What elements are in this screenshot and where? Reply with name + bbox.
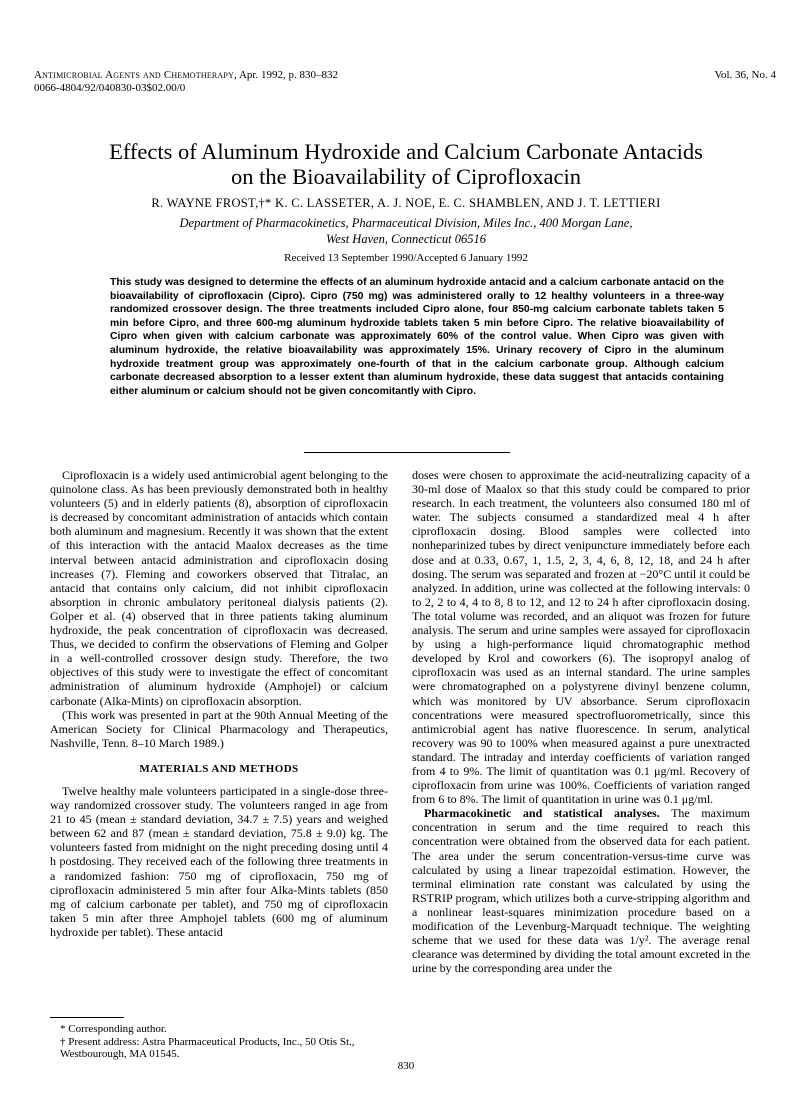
abstract: This study was designed to determine the effects of an aluminum hydroxide antacid and a calcium carbonate antacid on the bioavailability of ciprofloxacin (Cipro). Cipro (750 mg) was administered orally to 12 healthy volunteers in a three-way randomized crossover design. The three treatments included Cipro alone, four 850-mg calcium carbonate tablets taken 5 min before Cipro, and three 600-mg aluminum hydroxide tablets taken 5 min before Cipro. The relative bioavailability of Cipro when given with calcium carbonate was approximately 60% of the control value. When Cipro was given with aluminum hydroxide, the relative bioavailability was approximately 15%. Urinary recovery of Cipro in the aluminum hydroxide treatment group was approximately one-fourth of that in the calcium carbonate group. Although calcium carbonate decreased absorption to a lesser extent than aluminum hydroxide, these data suggest that antacids containing either aluminum or calcium should not be given concomitantly with Cipro. xyxy=(110,277,724,397)
article-code: 0066-4804/92/040830-03$02.00/0 xyxy=(34,82,186,94)
affiliation-line-2: West Haven, Connecticut 06516 xyxy=(326,232,486,246)
pk-analysis-heading: Pharmacokinetic and statistical analyses. xyxy=(424,806,660,821)
affiliation-line-1: Department of Pharmacokinetics, Pharmaceutical Division, Miles Inc., 400 Morgan Lane, xyxy=(179,216,633,230)
right-column xyxy=(412,468,750,975)
author-list: R. WAYNE FROST,†* K. C. LASSETER, A. J. NOE, E. C. SHAMBLEN, AND J. T. LETTIERI xyxy=(151,196,661,210)
article-title xyxy=(0,139,812,189)
left-column xyxy=(50,468,388,939)
presentation-note: (This work was presented in part at the 90th Annual Meeting of the American Society for Clinical Pharmacology and Therapeutics, Nashville, Tenn. 8–10 March 1989.) xyxy=(50,707,388,750)
title-line-1: Effects of Aluminum Hydroxide and Calcium Carbonate Antacids xyxy=(109,139,703,164)
assay-paragraph: doses were chosen to approximate the acid-neutralizing capacity of a 30-ml dose of Maalox so that this study could be compared to prior research. In each treatment, the volunteers also consumed 180 ml of water. The subjects consumed a standardized meal 4 h after ciprofloxacin dosing. Blood samples were collected into nonheparinized tubes by direct venipuncture immediately before each dose and at 0.33, 0.67, 1, 1.5, 2, 3, 4, 6, 8, 12, 18, and 24 h after dosing. The serum was separated and frozen at −20°C until it could be analyzed. In addition, urine was collected at the following intervals: 0 to 2, 2 to 4, 4 to 8, 8 to 12, and 12 to 24 h after ciprofloxacin dosing. The total volume was recorded, and an aliquot was frozen for future analysis. The serum and urine samples were assayed for ciprofloxacin by using a high-performance liquid chromatographic method developed by Krol and coworkers (6). The isopropyl analog of ciprofloxacin was used as an internal standard. The urine samples were chromatographed on a polystyrene divinyl benzene column, which was monitored by UV absorbance. Serum ciprofloxacin concentrations were measured spectrofluorometrically, since this antimicrobial agent has native fluorescence. In serum, analytical recovery was 90 to 100% when measured against a pure unextracted standard. The intraday and interday coefficients of variation ranged from 4 to 9%. The limit of quantitation was 0.1 μg/ml. Recovery of ciprofloxacin from urine was 100%. Coefficients of variation ranged from 6 to 8%. The limit of quantitation in urine was 0.1 μg/ml. xyxy=(412,468,750,807)
running-header-left xyxy=(34,69,338,95)
page-number: 830 xyxy=(397,1060,415,1072)
issue-info: , Apr. 1992, p. 830–832 xyxy=(234,69,338,81)
volume-info: Vol. 36, No. 4 xyxy=(714,69,776,81)
section-heading-methods: MATERIALS AND METHODS xyxy=(139,762,299,775)
title-line-2: on the Bioavailability of Ciprofloxacin xyxy=(231,164,581,189)
methods-paragraph: Twelve healthy male volunteers participated in a single-dose three-way randomized crossover study. The volunteers ranged in age from 21 to 45 (mean ± standard deviation, 34.7 ± 7.5) years and weighed between 62 and 87 (mean ± standard deviation, 75.8 ± 9.0) kg. The volunteers fasted from midnight on the night preceding dosing until 4 h postdosing. They received each of the following three treatments in a randomized fashion: 750 mg of ciprofloxacin, 750 mg of ciprofloxacin administered 5 min after four Alka-Mints tablets (850 mg of calcium carbonate per tablet), and 750 mg of ciprofloxacin taken 5 min after three Amphojel tablets (600 mg of aluminum hydroxide per tablet). These antacid xyxy=(50,783,388,939)
affiliation xyxy=(0,215,812,247)
footnotes xyxy=(50,1023,388,1061)
footnote-corresponding: * Corresponding author. xyxy=(60,1023,167,1035)
footnote-divider xyxy=(50,1017,124,1018)
intro-paragraph: Ciprofloxacin is a widely used antimicrobial agent belonging to the quinolone class. As has been previously demonstrated both in healthy volunteers (5) and in elderly patients (8), absorption of ciprofloxacin is decreased by concomitant administration of antacids which contain both aluminum and magnesium. Recently it was shown that the extent of this interaction with the antacid Maalox decreases as the time interval between antacid administration and ciprofloxacin dosing increases (7). Fleming and coworkers observed that Titralac, an antacid that contains only calcium, did not inhibit ciprofloxacin absorption in chronic ambulatory peritoneal dialysis patients (2). Golper et al. (4) observed that in three patients taking aluminum hydroxide, the peak concentration of ciprofloxacin was decreased. Thus, we decided to confirm the observations of Fleming and Golper in a well-controlled crossover design study. Therefore, the two objectives of this study were to investigate the effect of concomitant administration of aluminum hydroxide (Amphojel) or calcium carbonate (Alka-Mints) on ciprofloxacin absorption. xyxy=(50,468,388,708)
received-dates: Received 13 September 1990/Accepted 6 January 1992 xyxy=(284,252,528,264)
abstract-divider xyxy=(304,452,510,453)
footnote-address: † Present address: Astra Pharmaceutical Products, Inc., 50 Otis St., Westbourough, MA 01545. xyxy=(60,1035,355,1061)
pk-analysis-text: The maximum concentration in serum and the time required to reach this concentration were obtained from the observed data for each patient. The area under the serum concentration-versus-time curve was calculated by using a linear trapezoidal estimation. However, the terminal elimination rate constant was calculated by using the RSTRIP program, which utilizes both a curve-stripping algorithm and a nonlinear least-squares minimization procedure based on a modification of the Levenburg-Marquadt technique. The weighting scheme that we used for these data was 1/y². The average renal clearance was determined by dividing the total amount excreted in the urine by the corresponding area under the xyxy=(412,806,750,976)
journal-name: Antimicrobial Agents and Chemotherapy xyxy=(34,69,235,81)
pk-analysis-paragraph xyxy=(412,806,750,975)
